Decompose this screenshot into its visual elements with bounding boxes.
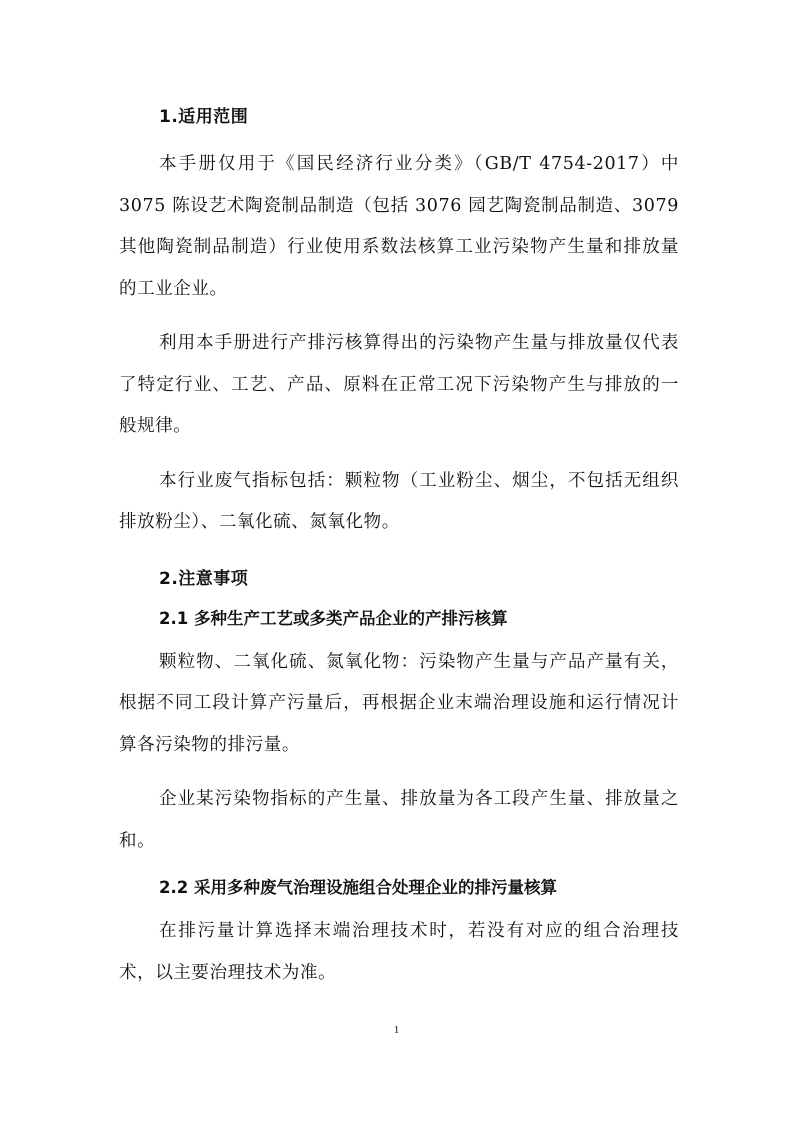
section-heading-scope: 1.适用范围	[159, 107, 249, 127]
document-body	[119, 104, 679, 1007]
paragraph-exhaust-indicators: 本行业废气指标包括：颗粒物（工业粉尘、烟尘，不包括无组织排放粉尘）、二氧化硫、氮氧化物。	[119, 470, 679, 532]
subsection-heading-combined-treatment: 2.2 采用多种废气治理设施组合处理企业的排污量核算	[159, 878, 557, 897]
paragraph-treatment-selection: 在排污量计算选择末端治理技术时，若没有对应的组合治理技术，以主要治理技术为准。	[119, 921, 679, 983]
page-number: 1	[393, 1024, 400, 1036]
subsection-heading-multiple-processes: 2.1 多种生产工艺或多类产品企业的产排污核算	[159, 608, 508, 628]
paragraph-scope-limitation: 利用本手册进行产排污核算得出的污染物产生量与排放量仅代表了特定行业、工艺、产品、原料在正常工况下污染物产生与排放的一般规律。	[119, 333, 679, 436]
section-heading-notes: 2.注意事项	[159, 568, 249, 589]
paragraph-pollutant-sum: 企业某污染物指标的产生量、排放量为各工段产生量、排放量之和。	[119, 789, 679, 851]
paragraph-pollutant-calculation: 颗粒物、二氧化硫、氮氧化物：污染物产生量与产品产量有关，根据不同工段计算产污量后，再根据企业末端治理设施和运行情况计算各污染物的排污量。	[119, 651, 679, 755]
paragraph-scope-definition: 本手册仅用于《国民经济行业分类》（GB/T 4754-2017）中 3075 陈设艺术陶瓷制品制造（包括 3076 园艺陶瓷制品制造、3079 其他陶瓷制品制造）行业使用系数法核算工业污染物产生量和排放量的工业企业。	[119, 154, 679, 299]
